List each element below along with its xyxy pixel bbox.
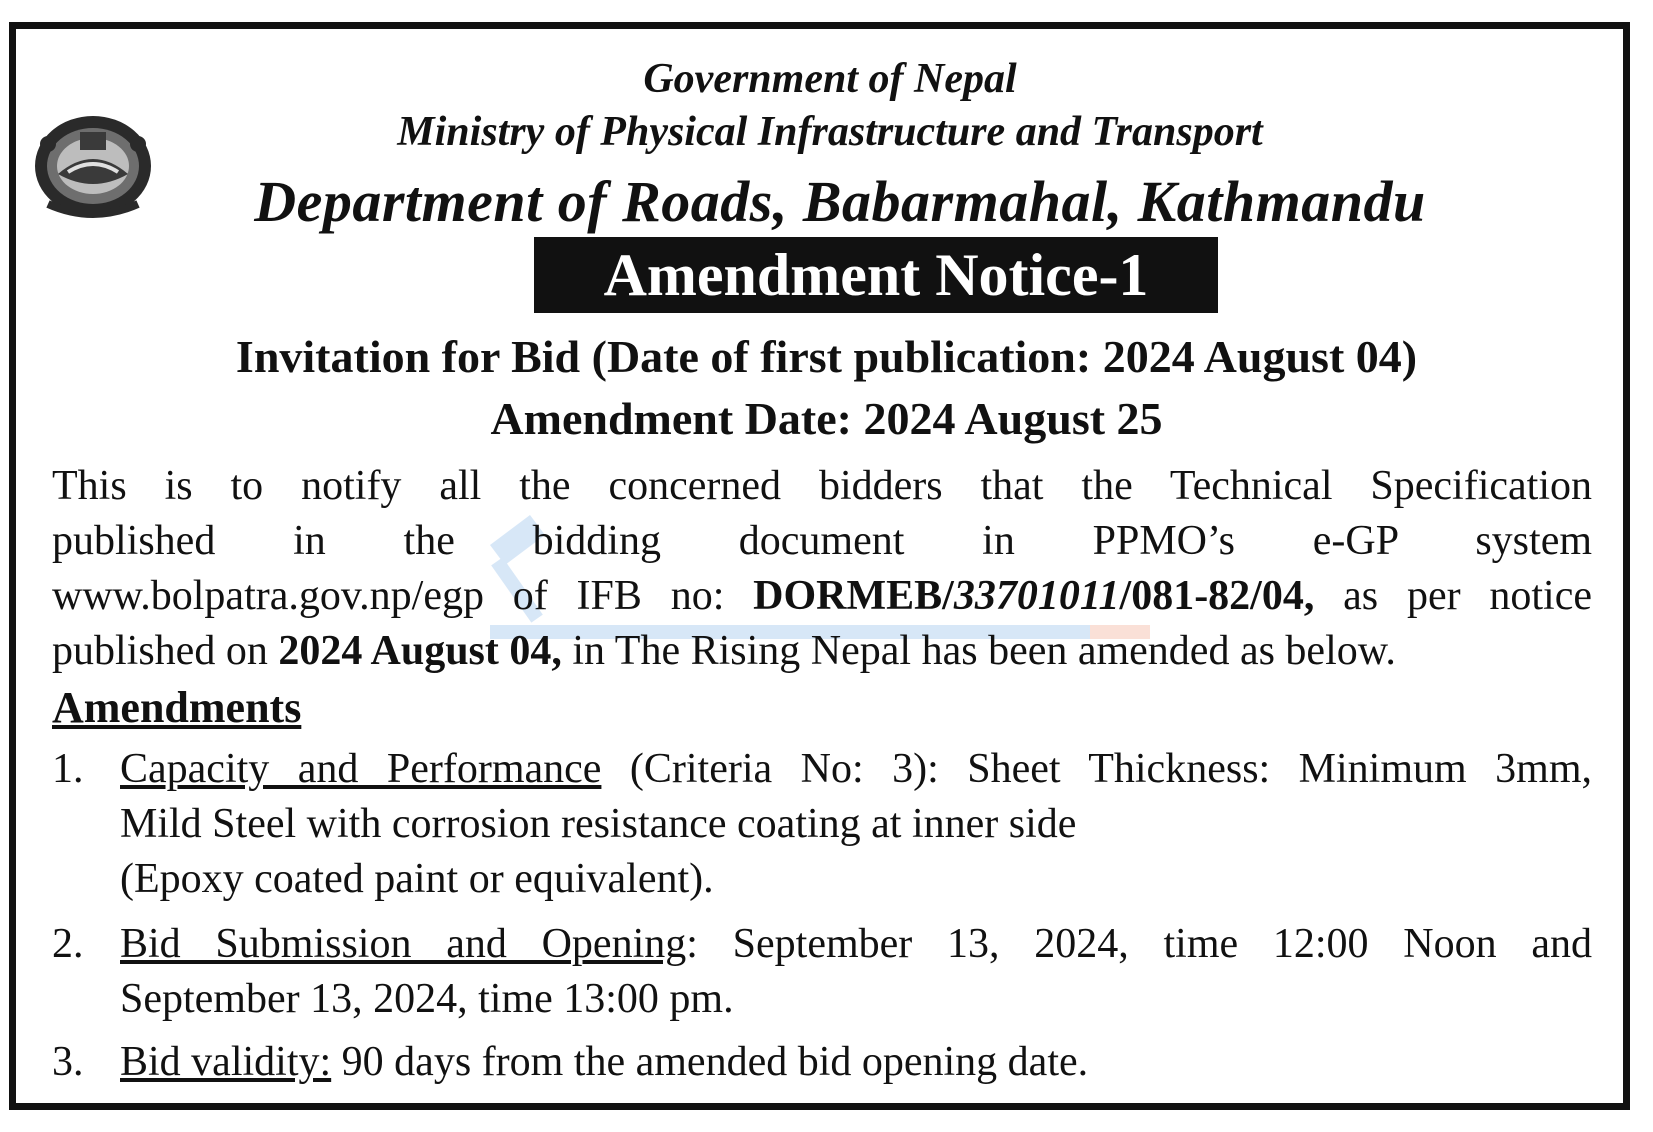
amendment-item: [52, 742, 1592, 907]
item-title: Capacity and Performance: [120, 746, 602, 792]
ifb-code-part2: 33701011: [953, 573, 1120, 619]
amendment-item: [52, 1035, 1592, 1090]
item-line: [120, 917, 1592, 972]
item-title: Bid Submission and Opening: [120, 921, 687, 967]
item-line: September 13, 2024, time 13:00 pm.: [120, 976, 734, 1022]
government-title: Government of Nepal: [643, 56, 1017, 102]
item-line: (Epoxy coated paint or equivalent).: [120, 856, 714, 902]
body-line-1: This is to notify all the concerned bidders that the Technical Specification: [52, 463, 1592, 509]
published-prefix: published on: [52, 628, 279, 674]
published-date: 2024 August 04,: [278, 628, 562, 674]
ministry-title: Ministry of Physical Infrastructure and Transport: [397, 109, 1263, 155]
item-line: Mild Steel with corrosion resistance coating at inner side: [120, 801, 1077, 847]
amendments-heading: Amendments: [52, 683, 302, 732]
body-line-4: [52, 624, 1592, 679]
published-suffix: in The Rising Nepal has been amended as below.: [561, 628, 1396, 674]
item-line: [120, 742, 1592, 797]
notice-body: [52, 459, 1592, 679]
invitation-line: Invitation for Bid (Date of first publication: 2024 August 04): [235, 331, 1418, 382]
item-number: 3.: [52, 1039, 84, 1085]
amendment-date: Amendment Date: 2024 August 25: [490, 393, 1163, 444]
ifb-code-part1: DORMEB/: [753, 573, 954, 619]
item-number: 2.: [52, 921, 84, 967]
item-text: : September 13, 2024, time 12:00 Noon and: [686, 921, 1592, 967]
ifb-prefix: www.bolpatra.gov.np/egp of IFB no:: [52, 573, 754, 619]
department-title: Department of Roads, Babarmahal, Kathmandu: [254, 169, 1426, 234]
notice-title-badge: Amendment Notice-1: [534, 237, 1218, 313]
item-text: 90 days from the amended bid opening date.: [331, 1039, 1089, 1085]
ifb-suffix: as per notice: [1314, 573, 1592, 619]
amendment-item: [52, 917, 1592, 1027]
item-number: 1.: [52, 746, 84, 792]
item-text: (Criteria No: 3): Sheet Thickness: Minimum 3mm,: [601, 746, 1592, 792]
ifb-code-part3: /081-82/04,: [1119, 573, 1315, 619]
body-line-2: published in the bidding document in PPMO’s e-GP system: [52, 518, 1592, 564]
body-line-3: [52, 569, 1592, 624]
item-title: Bid validity:: [120, 1039, 332, 1085]
